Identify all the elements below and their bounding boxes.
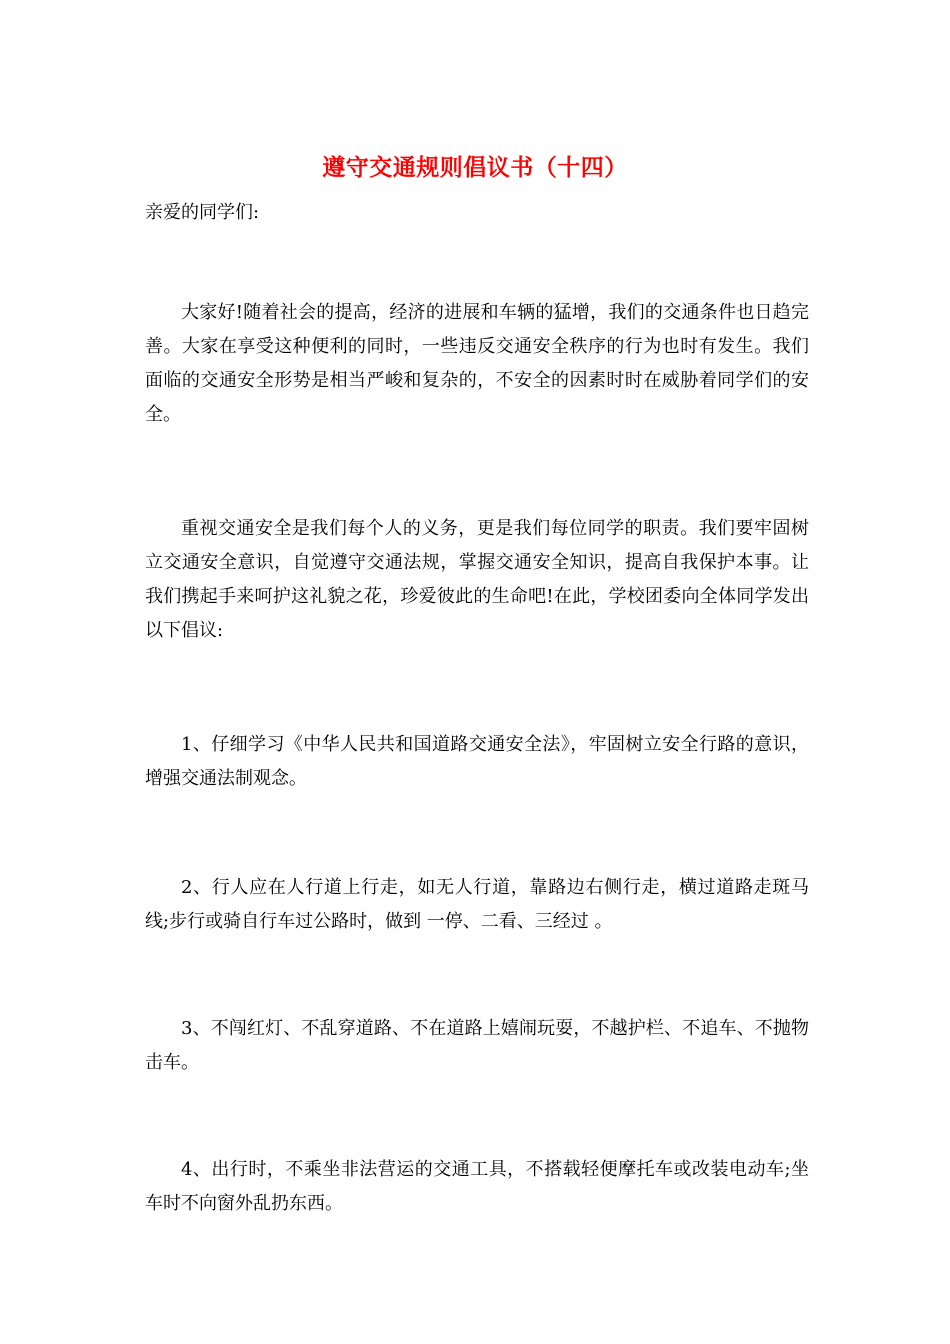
paragraph-intro: 大家好!随着社会的提高，经济的进展和车辆的猛增，我们的交通条件也日趋完善。大家在享受这种便利的同时，一些违反交通安全秩序的行为也时有发生。我们面临的交通安全形势是相当严峻和复杂的，不安全的因素时时在威胁着同学们的安全。 bbox=[145, 302, 809, 425]
proposal-item-1: 1、仔细学习《中华人民共和国道路交通安全法》，牢固树立安全行路的意识，增强交通法制观念。 bbox=[145, 734, 809, 789]
proposal-item-4: 4、出行时，不乘坐非法营运的交通工具，不搭载轻便摩托车或改装电动车;坐车时不向窗外乱扔东西。 bbox=[145, 1159, 809, 1214]
proposal-item-3: 3、不闯红灯、不乱穿道路、不在道路上嬉闹玩耍，不越护栏、不追车、不抛物击车。 bbox=[145, 1018, 809, 1073]
proposal-item-2: 2、行人应在人行道上行走，如无人行道，靠路边右侧行走，横过道路走斑马线;步行或骑自行车过公路时，做到 一停、二看、三经过 。 bbox=[145, 877, 809, 932]
salutation: 亲爱的同学们: bbox=[145, 202, 260, 223]
paragraph-appeal: 重视交通安全是我们每个人的义务，更是我们每位同学的职责。我们要牢固树立交通安全意识，自觉遵守交通法规，掌握交通安全知识，提高自我保护本事。让我们携起手来呵护这礼貌之花，珍爱彼此的生命吧!在此，学校团委向全体同学发出以下倡议: bbox=[145, 518, 809, 641]
document-title: 遵守交通规则倡议书（十四） bbox=[322, 154, 628, 181]
